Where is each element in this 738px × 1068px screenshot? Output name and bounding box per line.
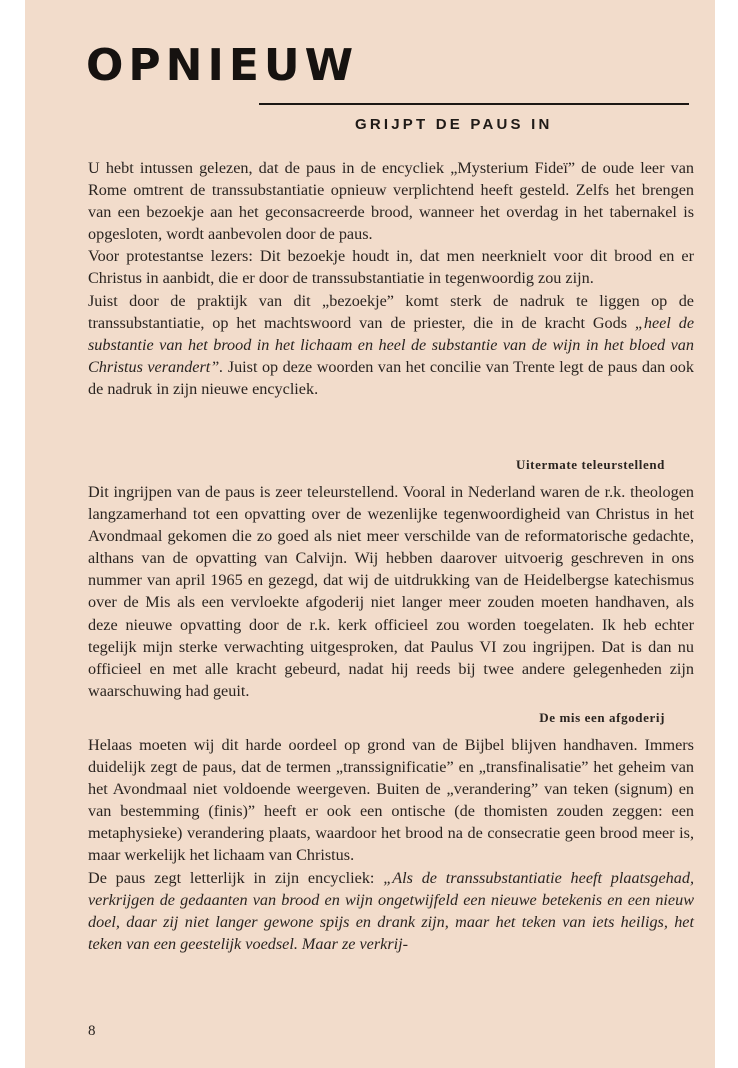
- headline: OPNIEUW: [86, 40, 359, 91]
- section-afgoderij: [88, 734, 694, 955]
- section-heading-teleurstellend: Uitermate teleurstellend: [515, 457, 665, 472]
- section1-paragraph: Dit ingrijpen van de paus is zeer teleurstellend. Vooral in Nederland waren de r.k. theologen langzamerhand tot een opvatting over de wezenlijke tegenwoordigheid van Christus in het Avondmaal gekomen die zo goed als niet meer verschilde van de reformatorische gedachte, althans van de opvatting van Calvijn. Wij hebben daarover uitvoerig geschreven in ons nummer van april 1965 en gezegd, dat wij de uitdrukking van de Heidelbergse katechismus over de Mis als een vervloekte afgoderij niet langer meer zouden moeten handhaven, als deze nieuwe opvatting door de r.k. kerk officieel zou worden toegelaten. Ik heb echter tegelijk mijn sterke verwachting uitgesproken, dat Paulus VI zou ingrijpen. Dat is dan nu officieel en met alle kracht gebeurd, nadat hij reeds bij twee andere gelegenheden zijn waarschuwing had geuit.: [88, 483, 694, 700]
- trente-quote: „heel de substantie van het brood in het lichaam en heel de substantie van de wijn in het bloed van Christus verandert”.: [88, 313, 695, 376]
- intro-paragraph-1: U hebt intussen gelezen, dat de paus in de encycliek „Mysterium Fideï” de oude leer van Rome omtrent de transsubstantiatie opnieuw verplichtend heeft gesteld. Zelfs het brengen van een bezoekje aan het geconsacreerde brood, wanneer het overdag in het tabernakel is opgesloten, wordt aanbevolen door de paus.: [88, 159, 694, 244]
- intro-section: [88, 157, 694, 400]
- page-number: 8: [88, 1023, 96, 1039]
- subheadline: GRIJPT DE PAUS IN: [355, 116, 553, 133]
- section2-paragraph-1: Helaas moeten wij dit harde oordeel op grond van de Bijbel blijven handhaven. Immers duidelijk zegt de paus, dat de termen „transsignificatie” en „transfinalisatie” het geheim van het Avondmaal niet voldoende weergeven. Buiten de „verandering” van teken (signum) en van bestemming (finis)” heeft er ook een ontische (de thomisten zouden zeggen: een metaphysieke) verandering plaats, waardoor het brood na de consecratie geen brood meer is, maar werkelijk het lichaam van Christus.: [88, 736, 694, 865]
- intro-paragraph-2: Voor protestantse lezers: Dit bezoekje houdt in, dat men neerknielt voor dit brood en er Christus in aanbidt, die er door de transsubstantiatie in tegenwoordig zou zijn.: [88, 247, 694, 288]
- intro-paragraph-3-tail: Juist op deze woorden van het concilie van Trente legt de paus dan ook de nadruk in zijn nieuwe encycliek.: [88, 357, 694, 398]
- section-teleurstellend: [88, 481, 694, 702]
- encyclical-quote: „Als de transsubstantiatie heeft plaatsgehad, verkrijgen de gedaanten van brood en wijn ongetwijfeld een nieuwe betekenis en een nieuw doel, daar zij niet langer gewone spijs en drank zijn, maar het teken van iets heiligs, het teken van een geestelijk voedsel. Maar ze verkrij-: [88, 868, 694, 953]
- section2-paragraph-2-lead: De paus zegt letterlijk in zijn encycliek:: [88, 868, 384, 887]
- section2-paragraph-2: [88, 867, 694, 955]
- headline-rule: [259, 103, 689, 105]
- intro-paragraph-3-lead: Juist door de praktijk van dit „bezoekje” komt sterk de nadruk te liggen op de transsubstantiatie, op het machtswoord van de priester, die in de kracht Gods: [88, 291, 694, 332]
- magazine-page: [25, 0, 715, 1068]
- section-heading-afgoderij: De mis een afgoderij: [539, 710, 665, 725]
- intro-paragraph-3: [88, 290, 694, 400]
